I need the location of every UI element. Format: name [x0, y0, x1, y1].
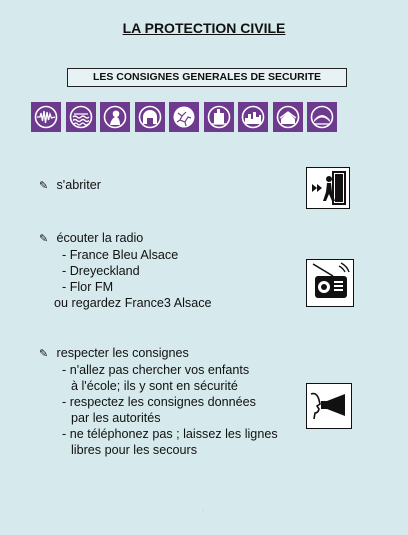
instruction-shelter: [39, 177, 101, 194]
follow-line: - respectez les consignes données: [62, 395, 256, 409]
flood-icon: [66, 102, 96, 132]
radio-text: écouter la radio: [56, 231, 144, 245]
follow-line: - ne téléphonez pas ; laissez les lignes: [62, 427, 278, 441]
follow-line: par les autorités: [71, 411, 161, 425]
pointing-hand-icon: ✎: [39, 233, 49, 245]
dam-arch-icon: [307, 102, 337, 132]
follow-line: à l'école; ils y sont en sécurité: [71, 379, 238, 393]
city-skyline-icon: [238, 102, 268, 132]
walk-inside-icon: [306, 167, 350, 209]
instruction-follow: [39, 345, 278, 458]
person-in-circle-icon: [100, 102, 130, 132]
pointing-hand-icon: ✎: [39, 348, 49, 360]
follow-line: - n'allez pas chercher vos enfants: [62, 363, 250, 377]
tunnel-icon: [135, 102, 165, 132]
cracked-ground-icon: [169, 102, 199, 132]
radio-icon: [306, 259, 354, 307]
pointing-hand-icon: ✎: [39, 180, 49, 192]
station-item: - Dreyeckland: [62, 264, 140, 278]
station-item: - Flor FM: [62, 280, 114, 294]
follow-text: respecter les consignes: [56, 346, 189, 360]
follow-line: libres pour les secours: [71, 443, 197, 457]
megaphone-icon: [306, 383, 352, 429]
tv-alternative: ou regardez France3 Alsace: [54, 296, 212, 310]
section-title-box: LES CONSIGNES GENERALES DE SECURITE: [67, 68, 347, 87]
station-item: - France Bleu Alsace: [62, 248, 179, 262]
snowy-house-icon: [273, 102, 303, 132]
instruction-radio: [39, 230, 212, 311]
seismic-wave-icon: [31, 102, 61, 132]
hazard-icon-row: [31, 102, 376, 132]
shelter-text: s'abriter: [56, 178, 101, 192]
page-title: LA PROTECTION CIVILE: [122, 20, 286, 36]
page-mark: ·: [202, 508, 204, 514]
factory-cylinder-icon: [204, 102, 234, 132]
